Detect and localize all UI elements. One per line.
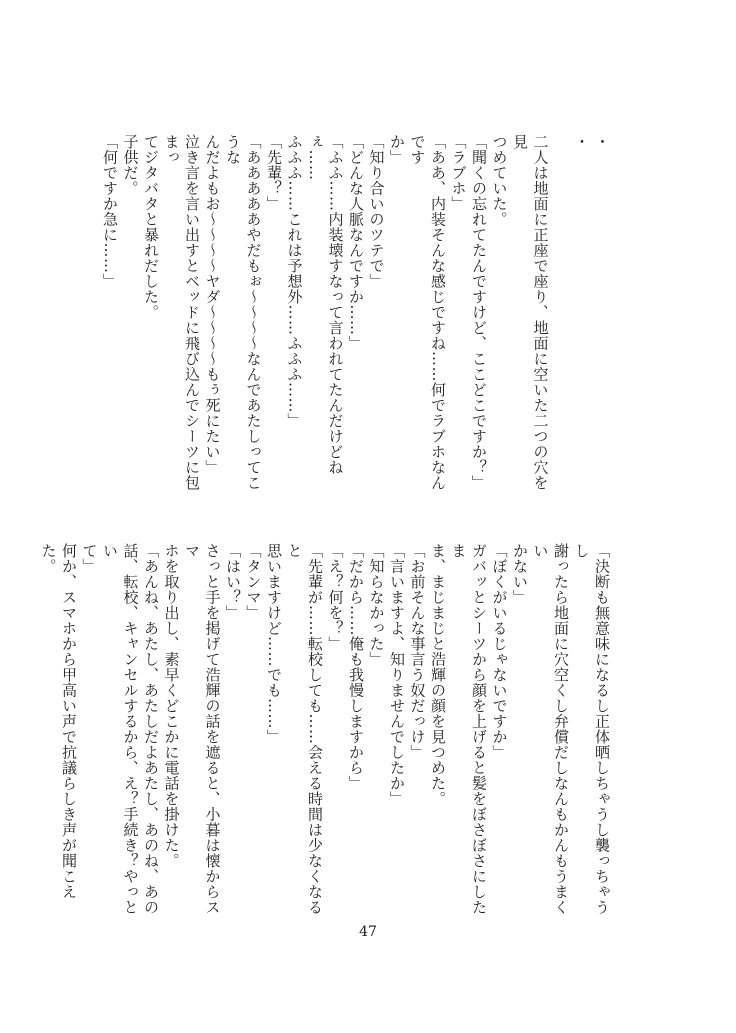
text-line: 子供だ。 <box>121 134 140 196</box>
text-line: ホを取り出し、素早くどこかに電話を掛けた。 <box>162 543 181 869</box>
text-line: 「ぼくがいるじゃないですか」 <box>490 543 509 760</box>
text-line: かない」 <box>511 543 529 605</box>
page-number: 47 <box>359 924 377 940</box>
text-line: ・ <box>572 134 591 150</box>
text-line: つめていた。 <box>490 134 509 227</box>
upper-text-block <box>101 134 612 504</box>
text-line: てジタバタと暴れだした。 <box>142 134 160 320</box>
text-line: 謝ったら地面に穴空くし弁償だしなんもかんもうまくい <box>531 543 570 915</box>
text-line: 「だから……俺も我慢しますから」 <box>347 543 365 791</box>
text-line: 「言いますよ、知りませんでしたか」 <box>388 543 406 807</box>
text-line: 「タンマ」 <box>244 543 263 621</box>
lower-text-block <box>39 543 612 921</box>
text-line: 話、転校、キャンセルするから、え？手続き？やっとい <box>101 543 140 915</box>
text-line: 「どんな人脈なんですか……」 <box>347 134 365 351</box>
text-line: 「ああ、内装そんな感じですね……何でラブホなんです <box>408 134 447 491</box>
text-line: 「え？何を？」 <box>326 543 345 652</box>
text-line: 二人は地面に正座で座り、地面に空いた二つの穴を見 <box>511 134 550 491</box>
text-line: さっと手を掲げて浩輝の話を遮ると、小暮は懐からスマ <box>183 543 222 915</box>
text-line: 「何ですか急に……」 <box>101 134 119 289</box>
text-line: 泣き言を言い出すとベッドに飛び込んでシーツに包まっ <box>162 134 201 491</box>
text-line: 「決断も無意味になるし正体晒しちゃうし襲っちゃうし <box>572 543 611 915</box>
text-line: 思いますけど……でも……」 <box>265 543 283 745</box>
text-line: 「あああああやだもぉ〜〜〜〜なんであたしってこうな <box>224 134 263 491</box>
text-line: 「ふふ……内装壊すなって言われてたんだけどねぇ…… <box>306 134 345 475</box>
text-line: 「知らなかった」 <box>367 543 386 667</box>
text-line: 「あんね、あたし、あたしだよあたし、あのね、あの <box>142 543 160 915</box>
text-line <box>551 134 572 504</box>
text-line: 「はい？」 <box>224 543 242 621</box>
text-line: ま、まじまじと浩輝の顔を見つめた。 <box>429 543 447 807</box>
text-line: 「お前そんな事言う奴だっけ」 <box>408 543 427 760</box>
text-line: 「聞くの忘れてたんですけど、ここどこですか？」 <box>470 134 488 491</box>
text-line: 「先輩が……転校しても……会える時間は少なくなると <box>285 543 324 915</box>
text-line: 「先輩？」 <box>265 134 283 212</box>
text-line: て」 <box>80 543 99 574</box>
text-line: ・ <box>593 134 611 150</box>
text-line: ふふふ……これは予想外……ふふふ……」 <box>285 134 304 429</box>
text-line: 「ラブホ」 <box>449 134 468 212</box>
text-line: か」 <box>388 134 406 165</box>
text-line: ガバッとシーツから顔を上げると髪をぼさぼさにしたま <box>449 543 488 915</box>
text-line: んだよもお〜〜〜〜ヤダ〜〜〜〜もぅ死にたい」 <box>203 134 222 475</box>
text-line: 「知り合いのツテで」 <box>367 134 386 289</box>
text-line: 何か、スマホから甲高い声で抗議らしき声が聞こえた。 <box>39 543 78 900</box>
